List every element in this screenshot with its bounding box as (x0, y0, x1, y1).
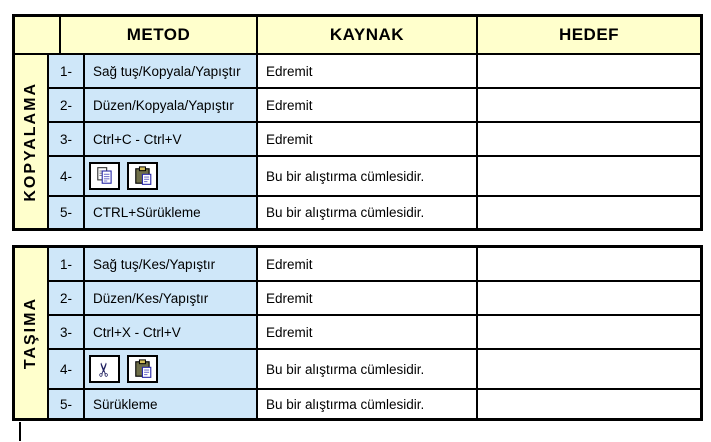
copy-table-body (15, 55, 700, 228)
method-cell[interactable]: Sağ tuş/Kopyala/Yapıştır (85, 55, 256, 87)
method-cell-icons[interactable] (85, 157, 256, 195)
move-table (12, 245, 703, 421)
target-cell[interactable] (478, 350, 700, 388)
row-number-cell[interactable]: 2- (49, 282, 83, 314)
target-cell[interactable] (478, 197, 700, 228)
copy-group-label: KOPYALAMA (22, 81, 39, 202)
source-cell[interactable]: Edremit (258, 282, 476, 314)
copy-table-header-row (15, 17, 700, 53)
method-cell[interactable]: Sağ tuş/Kes/Yapıştır (85, 248, 256, 280)
copy-group-label-cell[interactable] (15, 55, 47, 228)
method-cell[interactable]: Sürükleme (85, 390, 256, 418)
source-cell[interactable]: Bu bir alıştırma cümlesidir. (258, 350, 476, 388)
source-cell[interactable]: Bu bir alıştırma cümlesidir. (258, 197, 476, 228)
move-group-label: TAŞIMA (22, 296, 39, 370)
source-cell[interactable]: Bu bir alıştırma cümlesidir. (258, 157, 476, 195)
copy-icon (89, 162, 120, 190)
paste-icon (127, 355, 158, 383)
target-cell[interactable] (478, 282, 700, 314)
source-cell[interactable]: Edremit (258, 248, 476, 280)
target-cell[interactable] (478, 157, 700, 195)
row-number-cell[interactable]: 3- (49, 316, 83, 348)
source-cell[interactable]: Edremit (258, 316, 476, 348)
target-cell[interactable] (478, 390, 700, 418)
row-number-cell[interactable]: 2- (49, 89, 83, 121)
method-cell[interactable]: Düzen/Kopyala/Yapıştır (85, 89, 256, 121)
method-cell-icons[interactable] (85, 350, 256, 388)
method-cell[interactable]: Ctrl+X - Ctrl+V (85, 316, 256, 348)
source-cell[interactable]: Edremit (258, 89, 476, 121)
header-hedef[interactable]: HEDEF (478, 17, 700, 53)
row-number-cell[interactable]: 4- (49, 350, 83, 388)
move-table-body (15, 248, 700, 418)
row-number-cell[interactable]: 5- (49, 390, 83, 418)
cut-icon: ✂ (89, 355, 120, 383)
row-number-cell[interactable]: 1- (49, 248, 83, 280)
text-cursor (19, 422, 21, 441)
source-cell[interactable]: Bu bir alıştırma cümlesidir. (258, 390, 476, 418)
row-number-cell[interactable]: 4- (49, 157, 83, 195)
move-group-label-cell[interactable] (15, 248, 47, 418)
target-cell[interactable] (478, 316, 700, 348)
method-cell[interactable]: Düzen/Kes/Yapıştır (85, 282, 256, 314)
method-cell[interactable]: Ctrl+C - Ctrl+V (85, 123, 256, 155)
row-number-cell[interactable]: 5- (49, 197, 83, 228)
source-cell[interactable]: Edremit (258, 123, 476, 155)
target-cell[interactable] (478, 123, 700, 155)
header-empty-cell[interactable] (15, 17, 59, 53)
header-kaynak[interactable]: KAYNAK (258, 17, 476, 53)
row-number-cell[interactable]: 3- (49, 123, 83, 155)
target-cell[interactable] (478, 55, 700, 87)
method-cell[interactable]: CTRL+Sürükleme (85, 197, 256, 228)
header-metod[interactable]: METOD (61, 17, 256, 53)
row-number-cell[interactable]: 1- (49, 55, 83, 87)
target-cell[interactable] (478, 248, 700, 280)
target-cell[interactable] (478, 89, 700, 121)
paste-icon (127, 162, 158, 190)
copy-table (12, 14, 703, 231)
source-cell[interactable]: Edremit (258, 55, 476, 87)
